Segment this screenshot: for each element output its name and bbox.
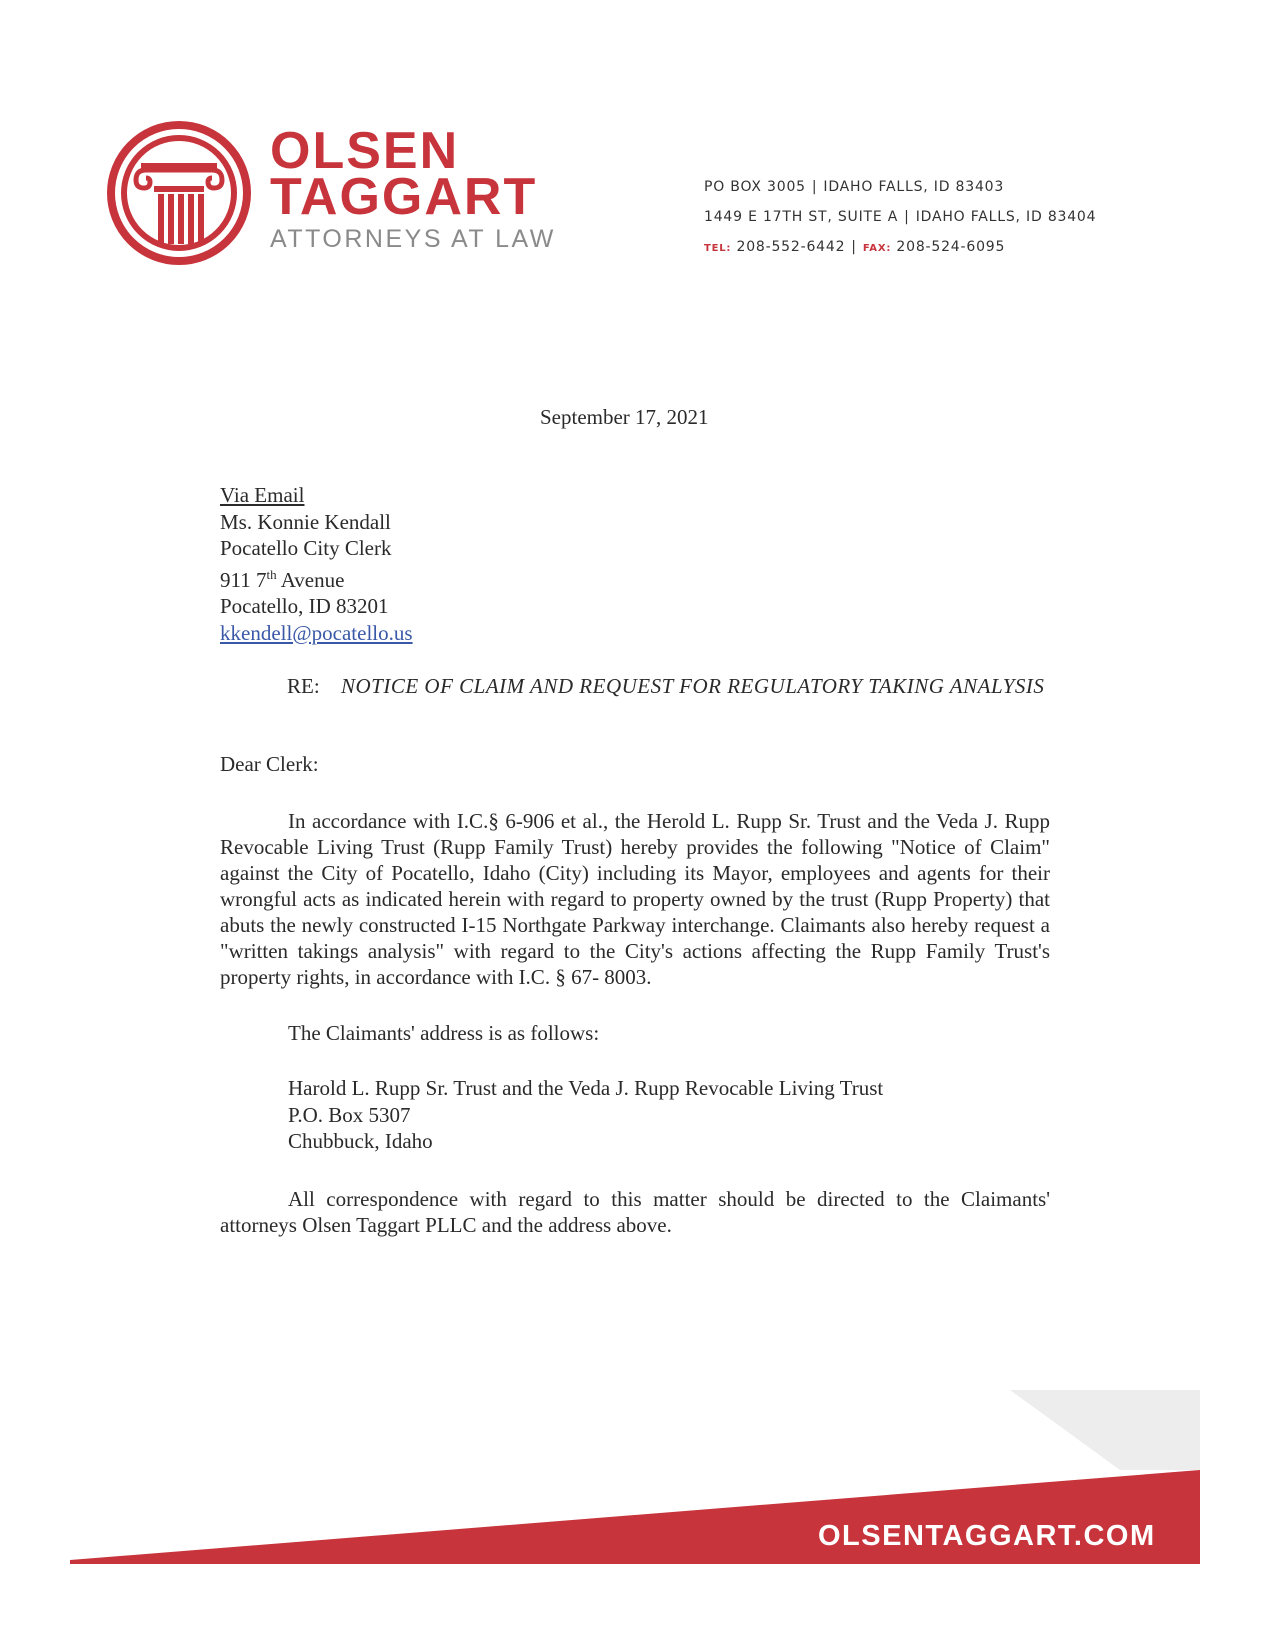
street-address: 1449 E 17TH ST, SUITE A	[704, 209, 899, 225]
claimants-city: Chubbuck, Idaho	[288, 1129, 433, 1153]
contact-line-po-box: PO BOX 3005 | IDAHO FALLS, ID 83403	[704, 179, 1005, 195]
firm-name	[270, 122, 556, 254]
fax-number: 208-524-6095	[896, 239, 1006, 255]
firm-name-line2: TAGGART	[270, 168, 538, 226]
salutation: Dear Clerk:	[220, 752, 319, 776]
contact-line-phone: TEL: 208-552-6442 | FAX: 208-524-6095	[704, 239, 1006, 255]
contact-line-street: 1449 E 17TH ST, SUITE A | IDAHO FALLS, ID 83404	[704, 209, 1097, 225]
footer-website-link[interactable]: OLSENTAGGART.COM	[818, 1520, 1156, 1552]
firm-name-line1: OLSEN	[270, 122, 460, 180]
re-label: RE:	[287, 674, 320, 698]
recipient-name: Ms. Konnie Kendall	[220, 509, 391, 534]
claimants-name: Harold L. Rupp Sr. Trust and the Veda J. Rupp Revocable Living Trust	[288, 1076, 884, 1100]
letter-date: September 17, 2021	[540, 405, 709, 429]
recipient-street	[220, 562, 413, 594]
claimants-po-box: P.O. Box 5307	[288, 1102, 411, 1127]
street-name: Avenue	[276, 567, 345, 592]
firm-subtitle: ATTORNEYS AT LAW	[270, 225, 556, 253]
street-suffix: th	[266, 566, 277, 582]
street-city: IDAHO FALLS, ID 83404	[915, 209, 1097, 225]
po-box: PO BOX 3005	[704, 179, 806, 195]
recipient-title: Pocatello City Clerk	[220, 536, 392, 560]
claimants-address	[288, 1075, 883, 1155]
recipient-city: Pocatello, ID 83201	[220, 594, 389, 618]
claimants-intro: The Claimants' address is as follows:	[288, 1021, 600, 1045]
re-line	[287, 673, 1047, 699]
tel-label: TEL:	[704, 243, 732, 254]
re-subject: NOTICE OF CLAIM AND REQUEST FOR REGULATORY TAKING ANALYSIS	[341, 674, 1045, 698]
paragraph-correspondence: All correspondence with regard to this matter should be directed to the Claimants' attorneys Olsen Taggart PLLC and the address above.	[220, 1187, 1050, 1237]
street-number: 911 7	[220, 567, 267, 592]
recipient-email-link[interactable]: kkendell@pocatello.us	[220, 620, 413, 645]
tel-number: 208-552-6442	[736, 239, 846, 255]
delivery-method: Via Email	[220, 483, 305, 507]
column-logo-icon	[106, 120, 252, 266]
fax-label: FAX:	[862, 243, 892, 254]
po-box-city: IDAHO FALLS, ID 83403	[823, 179, 1005, 195]
recipient-block	[220, 482, 413, 646]
paragraph-notice: In accordance with I.C.§ 6-906 et al., the Herold L. Rupp Sr. Trust and the Veda J. Rupp Revocable Living Trust (Rupp Family Trust) hereby provides the following "Notice of Claim" against the City of Pocatello, Idaho (City) including its Mayor, employees and agents for their wrongful acts as indicated herein with regard to property owned by the trust (Rupp Property) that abuts the newly constructed I-15 Northgate Parkway interchange. Claimants also hereby request a "written takings analysis" with regard to the City's actions affecting the Rupp Family Trust's property rights, in accordance with I.C. § 67- 8003.	[220, 809, 1050, 989]
letterhead-contact	[704, 172, 1096, 264]
